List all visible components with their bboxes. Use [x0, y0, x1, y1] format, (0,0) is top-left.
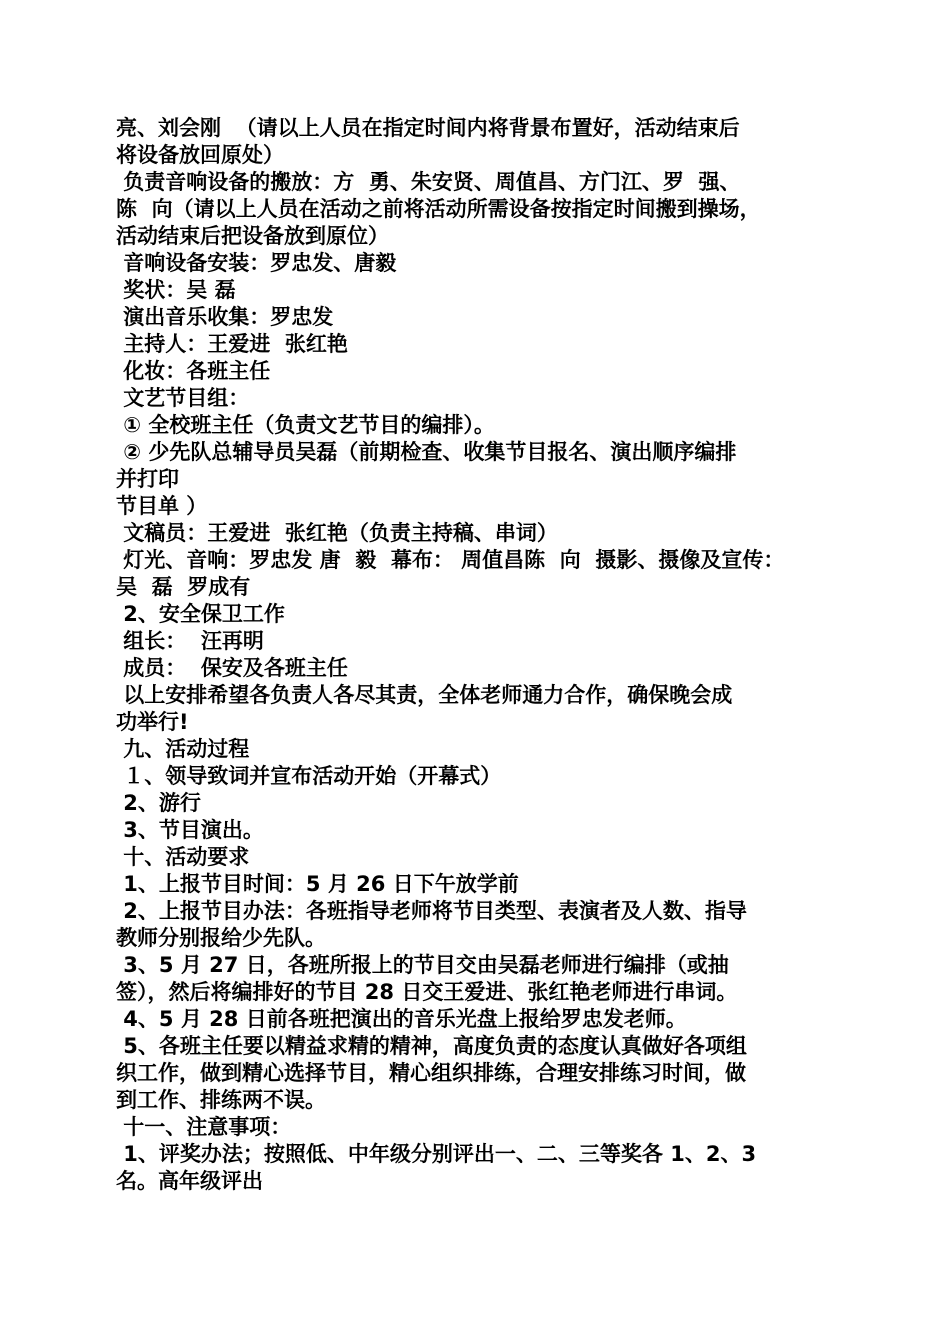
- text-line: 5、各班主任要以精益求精的精神，高度负责的态度认真做好各项组: [116, 1034, 747, 1058]
- text-line: 亮、刘会刚 （请以上人员在指定时间内将背景布置好，活动结束后: [116, 116, 740, 140]
- document-body: [116, 115, 846, 1195]
- text-line: 教师分别报给少先队。: [116, 926, 326, 950]
- text-line: 化妆：各班主任: [116, 359, 271, 383]
- text-line: 1、评奖办法；按照低、中年级分别评出一、二、三等奖各 1、2、3: [116, 1142, 757, 1166]
- text-line: 音响设备安装：罗忠发、唐毅: [116, 251, 397, 275]
- text-line: 2、上报节目办法：各班指导老师将节目类型、表演者及人数、指导: [116, 899, 747, 923]
- section-heading: 2、安全保卫工作: [116, 602, 285, 626]
- text-line: 到工作、排练两不误。: [116, 1088, 326, 1112]
- text-line: ① 全校班主任（负责文艺节目的编排）。: [116, 413, 495, 437]
- text-line: 3、5 月 27 日，各班所报上的节目交由吴磊老师进行编排（或抽: [116, 953, 729, 977]
- text-line: 主持人：王爱进 张红艳: [116, 332, 348, 356]
- text-line: 1、上报节目时间：5 月 26 日下午放学前: [116, 872, 519, 896]
- text-line: 吴 磊 罗成有: [116, 575, 251, 599]
- text-line: 节目单 ）: [116, 494, 208, 518]
- text-line: ② 少先队总辅导员吴磊（前期检查、收集节目报名、演出顺序编排: [116, 440, 737, 464]
- text-line: 文稿员：王爱进 张红艳（负责主持稿、串词）: [116, 521, 558, 545]
- text-line: 4、5 月 28 日前各班把演出的音乐光盘上报给罗忠发老师。: [116, 1007, 687, 1031]
- text-line: 功举行!: [116, 710, 189, 734]
- section-heading: 十、活动要求: [116, 845, 250, 869]
- text-line: 并打印: [116, 467, 179, 491]
- section-heading: 文艺节目组：: [116, 386, 250, 410]
- text-line: 成员： 保安及各班主任: [116, 656, 348, 680]
- text-line: 灯光、音响：罗忠发 唐 毅 幕布： 周值昌陈 向 摄影、摄像及宣传：: [116, 548, 785, 572]
- text-line: 以上安排希望各负责人各尽其责，全体老师通力合作，确保晚会成: [116, 683, 733, 707]
- text-line: 演出音乐收集：罗忠发: [116, 305, 334, 329]
- text-line: 织工作，做到精心选择节目，精心组织排练，合理安排练习时间，做: [116, 1061, 746, 1085]
- text-line: 奖状：吴 磊: [116, 278, 236, 302]
- section-heading: 十一、注意事项：: [116, 1115, 292, 1139]
- text-line: 陈 向（请以上人员在活动之前将活动所需设备按指定时间搬到操场，: [116, 197, 761, 221]
- section-heading: 九、活动过程: [116, 737, 250, 761]
- text-line: 组长： 汪再明: [116, 629, 264, 653]
- text-line: 签），然后将编排好的节目 28 日交王爱进、张红艳老师进行串词。: [116, 980, 738, 1004]
- text-line: 名。高年级评出: [116, 1169, 263, 1193]
- text-line: 3、节目演出。: [116, 818, 264, 842]
- text-line: 活动结束后把设备放到原位）: [116, 224, 389, 248]
- text-line: 将设备放回原处）: [116, 143, 284, 167]
- text-line: 2、游行: [116, 791, 201, 815]
- text-line: １、领导致词并宣布活动开始（开幕式）: [116, 764, 502, 788]
- text-line: 负责音响设备的搬放：方 勇、朱安贤、周值昌、方门江、罗 强、: [116, 170, 741, 194]
